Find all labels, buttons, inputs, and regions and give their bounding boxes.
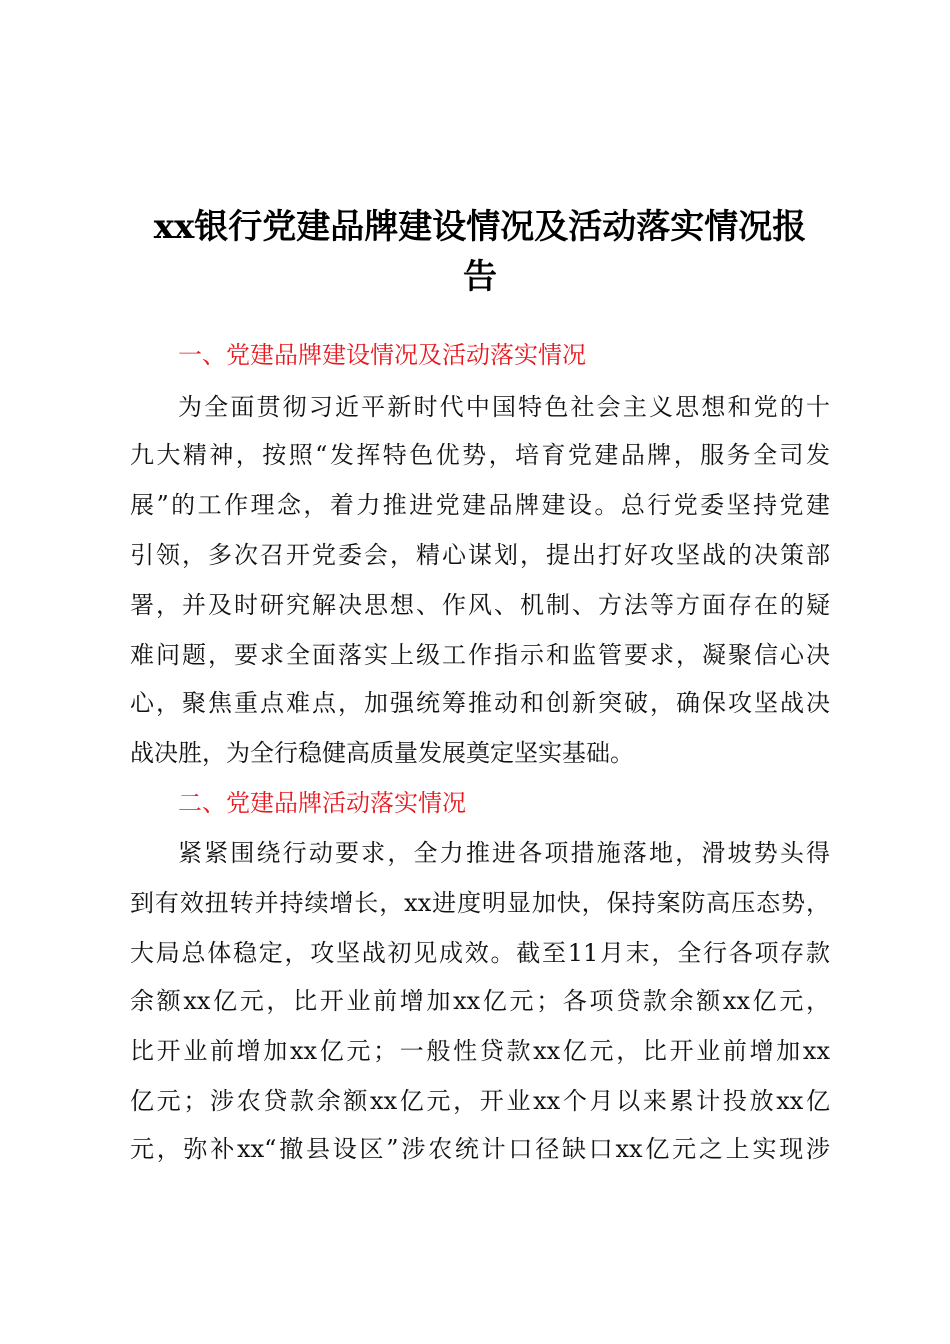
section-2-line-1: 紧紧围绕行动要求，全力推进各项措施落地，滑坡势头得: [178, 839, 830, 867]
section-1-heading: 一、党建品牌建设情况及活动落实情况: [178, 341, 586, 369]
section-1-line-7: 心，聚焦重点难点，加强统筹推动和创新突破，确保攻坚战决: [130, 689, 830, 717]
section-1-line-5: 署，并及时研究解决思想、作风、机制、方法等方面存在的疑: [130, 591, 830, 619]
section-2-line-4: 余额xx亿元，比开业前增加xx亿元；各项贷款余额xx亿元，: [130, 987, 830, 1015]
section-2-line-7: 元，弥补xx“撤县设区”涉农统计口径缺口xx亿元之上实现涉: [130, 1135, 830, 1163]
section-1-line-6: 难问题，要求全面落实上级工作指示和监管要求，凝聚信心决: [130, 641, 830, 669]
section-2-line-6: 亿元；涉农贷款余额xx亿元，开业xx个月以来累计投放xx亿: [130, 1087, 830, 1115]
section-1-line-4: 引领，多次召开党委会，精心谋划，提出打好攻坚战的决策部: [130, 541, 830, 569]
section-2-line-5: 比开业前增加xx亿元；一般性贷款xx亿元，比开业前增加xx: [130, 1037, 830, 1065]
section-1-line-2: 九大精神，按照“发挥特色优势，培育党建品牌，服务全司发: [130, 441, 830, 469]
document-title-line-2: 告: [463, 257, 497, 297]
document-title-line-1: xx银行党建品牌建设情况及活动落实情况报: [153, 207, 807, 247]
section-1-line-1: 为全面贯彻习近平新时代中国特色社会主义思想和党的十: [178, 393, 830, 421]
section-1-line-8: 战决胜，为全行稳健高质量发展奠定坚实基础。: [130, 739, 634, 767]
section-1-line-3: 展”的工作理念，着力推进党建品牌建设。总行党委坚持党建: [130, 491, 830, 519]
section-2-line-3: 大局总体稳定，攻坚战初见成效。截至11月末，全行各项存款: [130, 939, 830, 967]
section-2-heading: 二、党建品牌活动落实情况: [178, 789, 466, 817]
section-2-line-2: 到有效扭转并持续增长，xx进度明显加快，保持案防高压态势，: [130, 889, 830, 917]
